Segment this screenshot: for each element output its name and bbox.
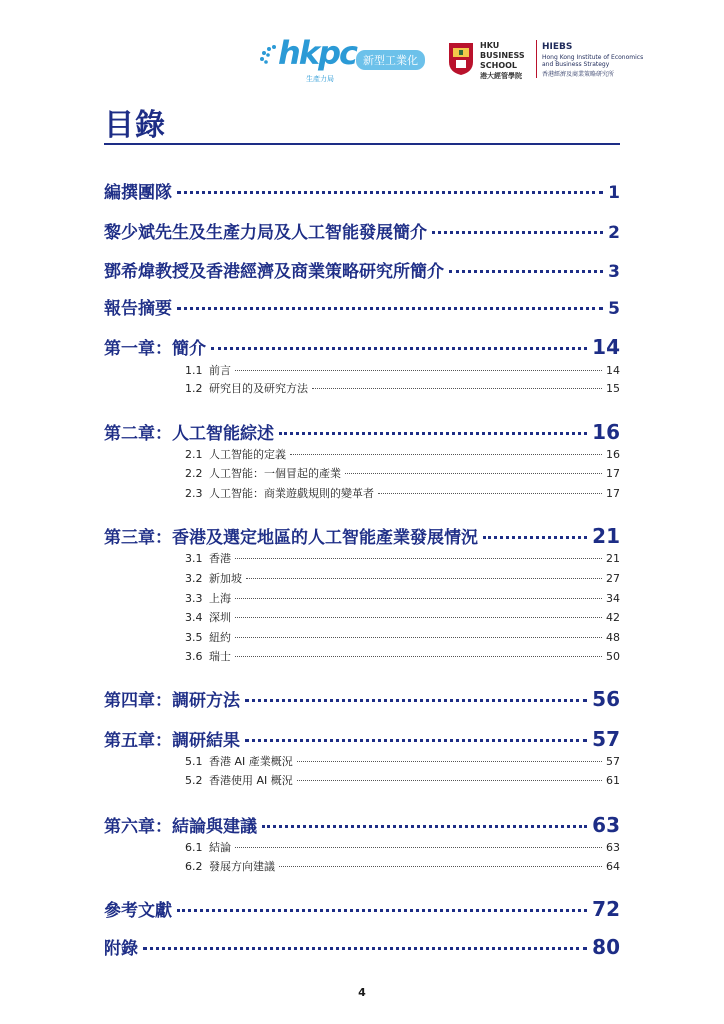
toc-entry-page: 72	[592, 897, 620, 921]
leader-dots	[177, 307, 603, 310]
toc-sub-page: 63	[606, 841, 620, 854]
toc-sub-title: 研究目的及研究方法	[209, 382, 308, 395]
toc-sub-page: 21	[606, 552, 620, 565]
toc-sub-num: 1.1	[185, 364, 203, 377]
toc-sub-page: 27	[606, 572, 620, 585]
leader-dots	[245, 739, 587, 742]
hkpc-tag: 新型工業化	[356, 50, 425, 70]
toc-chapter-4[interactable]	[104, 686, 620, 711]
toc-sub-title: 人工智能：商業遊戲規則的變革者	[209, 487, 374, 500]
toc-sub-page: 50	[606, 650, 620, 663]
toc-entry-title: 黎少斌先生及生產力局及人工智能發展簡介	[104, 223, 427, 243]
toc-entry-title: 附錄	[104, 939, 138, 959]
toc-sub-title: 香港 AI 產業概況	[209, 755, 293, 768]
leader-dots	[432, 231, 603, 234]
toc-chapter-2[interactable]	[104, 419, 620, 444]
leader-dots	[246, 578, 602, 579]
title-divider	[104, 143, 620, 145]
header-logos	[258, 34, 658, 86]
hku-line: BUSINESS	[480, 51, 525, 60]
leader-dots	[345, 473, 602, 474]
toc-sub-num: 2.2	[185, 467, 203, 480]
toc-appendix[interactable]	[104, 934, 620, 959]
toc-sub-title: 香港使用 AI 概況	[209, 774, 293, 787]
toc-sub-title: 結論	[209, 841, 231, 854]
toc-entry-title: 參考文獻	[104, 901, 172, 921]
hkpc-subtitle: 生產力局	[306, 75, 334, 83]
toc-references[interactable]	[104, 896, 620, 921]
toc-sub-entry[interactable]	[185, 772, 620, 788]
toc-sub-num: 3.5	[185, 631, 203, 644]
toc-entry-title: 鄧希煒教授及香港經濟及商業策略研究所簡介	[104, 262, 444, 282]
toc-sub-page: 34	[606, 592, 620, 605]
toc-sub-entry[interactable]	[185, 839, 620, 855]
toc-chapter-1[interactable]	[104, 334, 620, 359]
toc-sub-page: 48	[606, 631, 620, 644]
hku-line: SCHOOL	[480, 61, 518, 70]
toc-sub-entry[interactable]	[185, 858, 620, 874]
toc-entry-page: 56	[592, 687, 620, 711]
leader-dots	[297, 761, 602, 762]
leader-dots	[143, 947, 587, 950]
toc-sub-title: 上海	[209, 592, 231, 605]
toc-sub-entry[interactable]	[185, 380, 620, 396]
leader-dots	[262, 825, 587, 828]
toc-entry-title: 編撰團隊	[104, 183, 172, 203]
toc-chapter-6[interactable]	[104, 812, 620, 837]
hku-crest-icon	[448, 42, 474, 76]
toc-entry[interactable]	[104, 178, 620, 203]
leader-dots	[483, 536, 587, 539]
toc-entry-title: 第一章：簡介	[104, 339, 206, 359]
hku-line: HKU	[480, 41, 500, 50]
toc-sub-page: 16	[606, 448, 620, 461]
hiebs-subtitle	[542, 54, 643, 68]
leader-dots	[235, 617, 602, 618]
toc-sub-num: 3.4	[185, 611, 203, 624]
hiebs-title: HIEBS	[542, 42, 573, 52]
toc-sub-title: 人工智能：一個冒起的產業	[209, 467, 341, 480]
toc-entry-title: 報告摘要	[104, 299, 172, 319]
toc-sub-title: 前言	[209, 364, 231, 377]
toc-entry-page: 16	[592, 420, 620, 444]
leader-dots	[279, 866, 602, 867]
toc-sub-page: 17	[606, 467, 620, 480]
toc-sub-num: 2.1	[185, 448, 203, 461]
toc-sub-title: 發展方向建議	[209, 860, 275, 873]
toc-sub-page: 64	[606, 860, 620, 873]
toc-sub-num: 2.3	[185, 487, 203, 500]
toc-sub-title: 香港	[209, 552, 231, 565]
leader-dots	[245, 699, 587, 702]
toc-chapter-3[interactable]	[104, 523, 620, 548]
toc-sub-num: 3.2	[185, 572, 203, 585]
toc-sub-page: 61	[606, 774, 620, 787]
toc-sub-num: 3.3	[185, 592, 203, 605]
toc-entry-title: 第二章：人工智能綜述	[104, 424, 274, 444]
toc-entry-page: 14	[592, 335, 620, 359]
toc-sub-num: 1.2	[185, 382, 203, 395]
toc-entry-title: 第四章：調研方法	[104, 691, 240, 711]
toc-entry-page: 1	[608, 183, 620, 203]
logo-divider	[536, 40, 537, 78]
toc-sub-entry[interactable]	[185, 446, 620, 462]
toc-sub-num: 6.2	[185, 860, 203, 873]
toc-chapter-5[interactable]	[104, 726, 620, 751]
toc-entry-title: 第六章：結論與建議	[104, 817, 257, 837]
leader-dots	[297, 780, 602, 781]
toc-sub-num: 3.1	[185, 552, 203, 565]
toc-sub-entry[interactable]	[185, 465, 620, 481]
toc-entry[interactable]	[104, 257, 620, 282]
leader-dots	[177, 191, 603, 194]
toc-entry-page: 3	[608, 262, 620, 282]
toc-sub-page: 14	[606, 364, 620, 377]
toc-entry-page: 57	[592, 727, 620, 751]
leader-dots	[279, 432, 587, 435]
hiebs-sub-line: and Business Strategy	[542, 61, 610, 68]
toc-sub-page: 15	[606, 382, 620, 395]
toc-entry[interactable]	[104, 294, 620, 319]
toc-sub-entry[interactable]	[185, 550, 620, 566]
toc-sub-title: 深圳	[209, 611, 231, 624]
toc-sub-page: 42	[606, 611, 620, 624]
leader-dots	[378, 493, 602, 494]
leader-dots	[235, 847, 602, 848]
toc-entry-page: 80	[592, 935, 620, 959]
toc-sub-entry[interactable]	[185, 590, 620, 606]
toc-sub-page: 17	[606, 487, 620, 500]
leader-dots	[235, 656, 602, 657]
toc-sub-num: 3.6	[185, 650, 203, 663]
toc-sub-title: 瑞士	[209, 650, 231, 663]
toc-sub-title: 紐約	[209, 631, 231, 644]
toc-sub-num: 5.1	[185, 755, 203, 768]
leader-dots	[235, 637, 602, 638]
toc-entry-page: 2	[608, 223, 620, 243]
leader-dots	[449, 270, 603, 273]
toc-sub-num: 5.2	[185, 774, 203, 787]
toc-sub-entry[interactable]	[185, 485, 620, 501]
leader-dots	[312, 388, 602, 389]
hku-business-school-text	[480, 41, 525, 71]
leader-dots	[177, 909, 587, 912]
leader-dots	[235, 598, 602, 599]
toc-sub-title: 新加坡	[209, 572, 242, 585]
toc-sub-entry[interactable]	[185, 629, 620, 645]
page-number: 4	[358, 986, 366, 999]
toc-sub-entry[interactable]	[185, 609, 620, 625]
toc-entry-page: 63	[592, 813, 620, 837]
hku-chinese-name: 港大經管學院	[480, 72, 522, 80]
toc-entry-page: 5	[608, 299, 620, 319]
toc-entry-title: 第三章：香港及選定地區的人工智能產業發展情況	[104, 528, 478, 548]
toc-entry-title: 第五章：調研結果	[104, 731, 240, 751]
toc-sub-entry[interactable]	[185, 648, 620, 664]
toc-entry-page: 21	[592, 524, 620, 548]
toc-sub-title: 人工智能的定義	[209, 448, 286, 461]
hiebs-chinese-name: 香港經濟及商業策略研究所	[542, 71, 615, 78]
hiebs-sub-line: Hong Kong Institute of Economics	[542, 54, 644, 61]
toc-sub-entry[interactable]	[185, 570, 620, 586]
toc-sub-entry[interactable]	[185, 753, 620, 769]
toc-sub-page: 57	[606, 755, 620, 768]
leader-dots	[290, 454, 602, 455]
leader-dots	[211, 347, 587, 350]
hkpc-wordmark: hkpc	[278, 34, 356, 72]
toc-sub-entry[interactable]	[185, 362, 620, 378]
leader-dots	[235, 558, 602, 559]
leader-dots	[235, 370, 602, 371]
toc-entry[interactable]	[104, 218, 620, 243]
page-title: 目錄	[104, 108, 166, 143]
toc-sub-num: 6.1	[185, 841, 203, 854]
